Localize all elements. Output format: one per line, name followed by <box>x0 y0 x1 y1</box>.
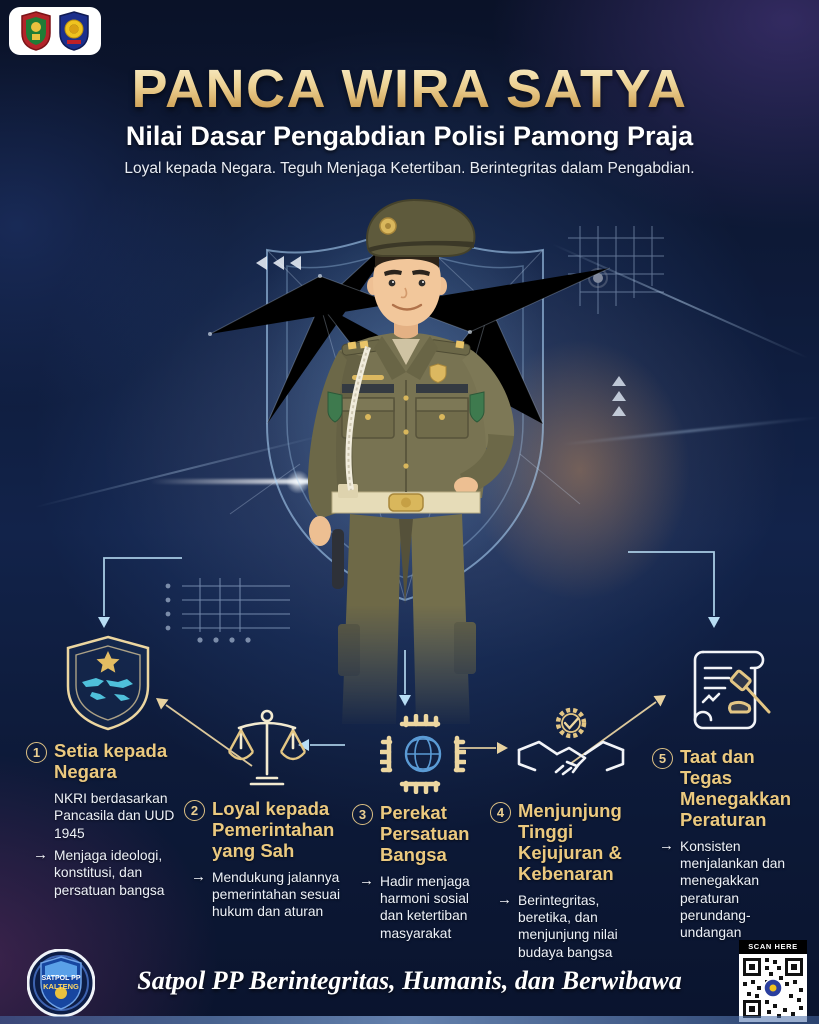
value-desc: Berintegritas, beretika, dan menjunjung nilai budaya bangsa <box>518 892 618 960</box>
footer-motto: Satpol PP Berintegritas, Humanis, dan Berwibawa <box>137 966 682 995</box>
arrow-glyph: → <box>659 836 674 854</box>
value-title: Taat dan Tegas Menegakkan Peraturan <box>680 746 792 830</box>
value-card-2 <box>184 704 350 921</box>
kalteng-crest-icon <box>20 11 52 51</box>
scroll-gavel-icon <box>652 638 810 738</box>
value-title: Setia kepada Negara <box>54 740 168 782</box>
badge-line2: KALTENG <box>43 982 79 991</box>
value-number: 1 <box>26 742 47 763</box>
value-title: Menjunjung Tinggi Kejujuran & Kebenaran <box>518 800 622 884</box>
value-card-1 <box>26 630 190 899</box>
value-desc: Mendukung jalannya pemerintahan sesuai hukum dan aturan <box>212 869 341 920</box>
qr-scan-label: SCAN HERE <box>739 940 807 954</box>
page-title: PANCA WIRA SATYA <box>0 62 819 116</box>
value-desc: Hadir menjaga harmoni sosial dan ketertiban masyarakat <box>380 873 470 941</box>
value-intro: NKRI berdasarkan Pancasila dan UUD 1945 <box>54 790 175 841</box>
value-title: Loyal kepada Pemerintahan yang Sah <box>212 798 335 861</box>
value-card-3 <box>352 712 494 942</box>
arrow-glyph: → <box>359 871 374 889</box>
scales-of-justice-icon <box>184 704 350 790</box>
satpol-pp-kalteng-badge <box>27 949 95 1017</box>
value-number: 5 <box>652 748 673 769</box>
value-desc: Menjaga ideologi, konstitusi, dan persatuan bangsa <box>54 847 165 898</box>
qr-code-block <box>739 940 807 1022</box>
value-card-4 <box>490 702 652 961</box>
arrow-glyph: → <box>191 867 206 885</box>
value-title: Perekat Persatuan Bangsa <box>380 802 470 865</box>
page-subtitle: Nilai Dasar Pengabdian Polisi Pamong Praja <box>125 121 694 151</box>
value-number: 2 <box>184 800 205 821</box>
value-number: 4 <box>490 802 511 823</box>
badge-line1: SATPOL PP <box>41 975 81 982</box>
logo-pill <box>9 7 101 55</box>
handshake-seal-icon <box>490 702 652 792</box>
value-card-5 <box>652 638 810 942</box>
arrow-glyph: → <box>497 890 512 908</box>
qr-code-icon <box>739 954 807 1022</box>
tagline: Loyal kepada Negara. Teguh Menjaga Ketertiban. Berintegritas dalam Pengabdian. <box>124 160 695 177</box>
satpol-pp-crest-icon <box>58 11 90 51</box>
bottom-horizon-strip <box>0 1016 819 1024</box>
arrow-glyph: → <box>33 845 48 863</box>
hands-globe-icon <box>352 712 494 794</box>
shield-map-star-icon <box>26 630 190 732</box>
value-desc: Konsisten menjalankan dan menegakkan peraturan perundang-undangan <box>680 838 786 941</box>
value-number: 3 <box>352 804 373 825</box>
